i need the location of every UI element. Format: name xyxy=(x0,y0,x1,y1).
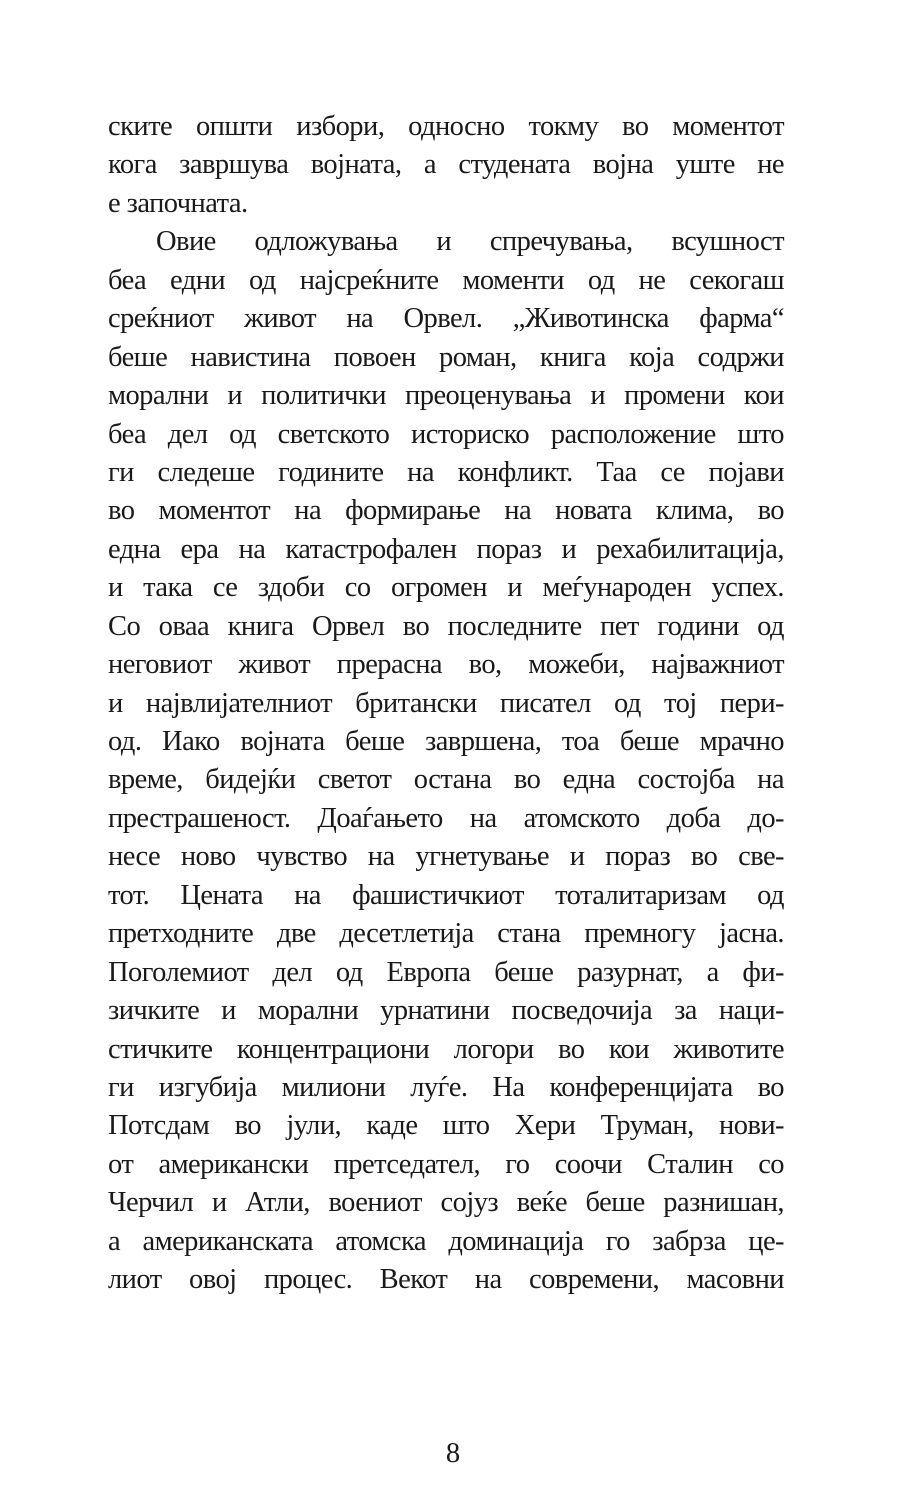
text-line: Поголемиот дел од Европа беше разурнат, а фи- xyxy=(108,956,784,988)
text-line: време, бидејќи светот остана во една состојба на xyxy=(108,764,784,796)
text-line: беше навистина повоен роман, книга која содржи xyxy=(108,341,784,373)
text-line: Потсдам во јули, каде што Хери Труман, нови- xyxy=(108,1110,784,1142)
text-line: од. Иако војната беше завршена, тоа беше мрачно xyxy=(108,726,784,757)
text-line: и највлијателниот британски писател од тој пери- xyxy=(108,687,784,719)
text-line: кога завршува војната, а студената војна уште не xyxy=(108,149,784,181)
text-line: ги следеше годините на конфликт. Таа се појави xyxy=(108,456,784,488)
text-line: Со оваа книга Орвел во последните пет години од xyxy=(108,610,784,642)
text-line: престрашеност. Доаѓањето на атомското доба до- xyxy=(108,802,784,834)
text-line: тот. Цената на фашистичкиот тоталитаризам од xyxy=(108,879,784,911)
text-line: Овие одложувања и спречувања, всушност xyxy=(156,226,784,258)
text-line: а американската атомска доминација го забрза це- xyxy=(108,1225,784,1257)
page-body xyxy=(108,108,784,1300)
paragraph-1 xyxy=(108,108,784,223)
text-line: е започната. xyxy=(108,187,248,219)
text-line: неговиот живот прерасна во, можеби, најважниот xyxy=(108,649,784,681)
text-line: Черчил и Атли, воениот сојуз веќе беше разнишан, xyxy=(108,1187,784,1219)
text-line: зичките и морални урнатини посведочија за наци- xyxy=(108,995,784,1027)
text-line: лиот овој процес. Векот на современи, масовни xyxy=(108,1264,784,1296)
text-line: несе ново чувство на угнетување и пораз во све- xyxy=(108,841,784,873)
text-line: беа дел од светското историско расположение што xyxy=(108,418,784,450)
page-number: 8 xyxy=(445,1438,461,1469)
text-line: една ера на катастрофален пораз и рехабилитација, xyxy=(108,533,784,565)
paragraph-2 xyxy=(108,223,784,1299)
text-line: ските општи избори, односно токму во моментот xyxy=(108,111,784,142)
text-line: стичките концентрациони логори во кои животите xyxy=(108,1033,784,1065)
text-line: претходните две десетлетија стана премногу јасна. xyxy=(108,918,784,950)
text-line: беа едни од најсреќните моменти од не секогаш xyxy=(108,264,784,296)
text-line: от американски претседател, го соочи Сталин со xyxy=(108,1148,784,1180)
text-line: во моментот на формирање на новата клима, во xyxy=(108,495,784,527)
text-line: и така се здоби со огромен и меѓународен успех. xyxy=(108,572,784,604)
text-line: ги изгубија милиони луѓе. На конференцијата во xyxy=(108,1071,784,1103)
text-line: среќниот живот на Орвел. „Животинска фарма“ xyxy=(108,303,784,335)
text-line: морални и политички преоценувања и промени кои xyxy=(108,380,784,412)
